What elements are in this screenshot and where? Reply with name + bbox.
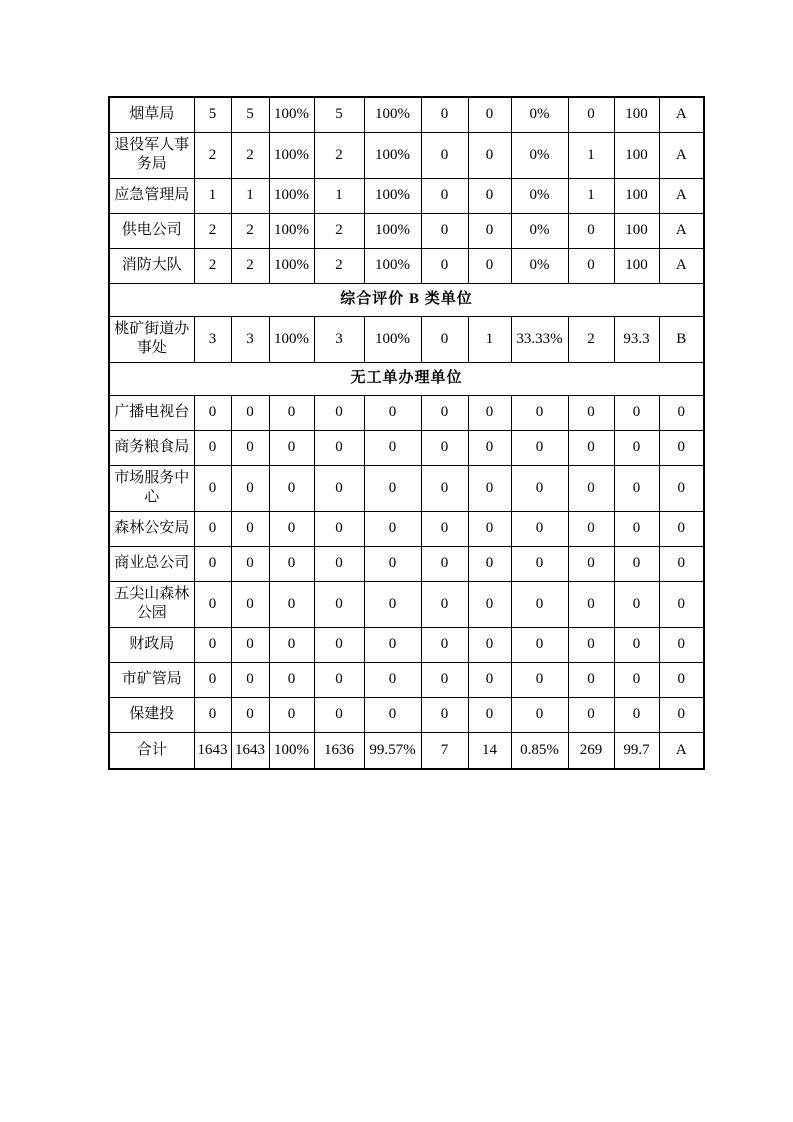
- section-header-row: [109, 362, 704, 395]
- value-cell: 2: [314, 248, 364, 283]
- value-cell: 0: [659, 511, 704, 546]
- value-cell: 100: [614, 132, 659, 178]
- value-cell: 0: [194, 511, 231, 546]
- value-cell: 0: [568, 511, 614, 546]
- value-cell: 14: [468, 732, 511, 769]
- value-cell: 0: [659, 581, 704, 627]
- value-cell: 0: [568, 97, 614, 132]
- value-cell: 3: [194, 316, 231, 362]
- value-cell: 99.7: [614, 732, 659, 769]
- section-title: 综合评价 B 类单位: [109, 283, 704, 316]
- value-cell: B: [659, 316, 704, 362]
- value-cell: A: [659, 732, 704, 769]
- value-cell: 0: [314, 546, 364, 581]
- value-cell: 5: [194, 97, 231, 132]
- value-cell: 0: [659, 546, 704, 581]
- value-cell: 0: [269, 465, 314, 511]
- value-cell: 0: [269, 546, 314, 581]
- value-cell: 0: [421, 511, 468, 546]
- value-cell: 0: [364, 430, 421, 465]
- value-cell: 7: [421, 732, 468, 769]
- value-cell: 100%: [269, 178, 314, 213]
- value-cell: 100%: [364, 132, 421, 178]
- value-cell: A: [659, 213, 704, 248]
- value-cell: 0: [614, 662, 659, 697]
- value-cell: 0: [511, 465, 568, 511]
- value-cell: 100: [614, 213, 659, 248]
- value-cell: 1: [568, 132, 614, 178]
- table-row: [109, 627, 704, 662]
- value-cell: 0: [194, 627, 231, 662]
- value-cell: 100%: [364, 316, 421, 362]
- value-cell: 0: [511, 430, 568, 465]
- value-cell: A: [659, 178, 704, 213]
- total-row: [109, 732, 704, 769]
- value-cell: 0: [468, 697, 511, 732]
- value-cell: 100%: [364, 178, 421, 213]
- value-cell: 0: [568, 395, 614, 430]
- value-cell: 100%: [269, 97, 314, 132]
- value-cell: 0: [231, 546, 269, 581]
- value-cell: 0: [468, 430, 511, 465]
- value-cell: 0: [421, 97, 468, 132]
- value-cell: 0%: [511, 178, 568, 213]
- value-cell: 2: [314, 213, 364, 248]
- value-cell: 0: [231, 627, 269, 662]
- value-cell: 0: [468, 662, 511, 697]
- value-cell: 0: [511, 395, 568, 430]
- value-cell: 0: [269, 662, 314, 697]
- value-cell: 1643: [231, 732, 269, 769]
- value-cell: 2: [568, 316, 614, 362]
- value-cell: 0: [421, 546, 468, 581]
- value-cell: 0: [231, 395, 269, 430]
- value-cell: 0: [269, 430, 314, 465]
- value-cell: 0: [468, 178, 511, 213]
- table-row: [109, 316, 704, 362]
- value-cell: 1: [194, 178, 231, 213]
- value-cell: 0: [421, 662, 468, 697]
- value-cell: 0: [468, 546, 511, 581]
- value-cell: 100%: [269, 248, 314, 283]
- unit-name-cell: 森林公安局: [109, 511, 194, 546]
- value-cell: 269: [568, 732, 614, 769]
- value-cell: 0: [231, 662, 269, 697]
- value-cell: 0: [421, 248, 468, 283]
- value-cell: 0: [421, 316, 468, 362]
- value-cell: 0: [364, 581, 421, 627]
- value-cell: A: [659, 97, 704, 132]
- value-cell: 1636: [314, 732, 364, 769]
- value-cell: 0: [568, 465, 614, 511]
- value-cell: 3: [231, 316, 269, 362]
- unit-name-cell: 供电公司: [109, 213, 194, 248]
- value-cell: 0: [364, 697, 421, 732]
- unit-name-cell: 桃矿街道办事处: [109, 316, 194, 362]
- value-cell: 0: [511, 697, 568, 732]
- table-row: [109, 511, 704, 546]
- value-cell: 0: [364, 465, 421, 511]
- value-cell: 0: [314, 511, 364, 546]
- section-title: 无工单办理单位: [109, 362, 704, 395]
- value-cell: 0: [568, 213, 614, 248]
- value-cell: 0: [231, 465, 269, 511]
- value-cell: 0: [364, 546, 421, 581]
- value-cell: 100: [614, 248, 659, 283]
- value-cell: 0: [659, 697, 704, 732]
- value-cell: 0: [421, 430, 468, 465]
- value-cell: 2: [194, 213, 231, 248]
- value-cell: 0: [364, 395, 421, 430]
- unit-name-cell: 五尖山森林公园: [109, 581, 194, 627]
- table-row: [109, 465, 704, 511]
- value-cell: 0: [421, 581, 468, 627]
- value-cell: 0: [364, 511, 421, 546]
- value-cell: 0: [421, 213, 468, 248]
- value-cell: 0: [269, 627, 314, 662]
- value-cell: 0: [364, 662, 421, 697]
- value-cell: 0.85%: [511, 732, 568, 769]
- value-cell: 0: [421, 697, 468, 732]
- value-cell: 2: [231, 248, 269, 283]
- value-cell: 0: [659, 465, 704, 511]
- value-cell: 100: [614, 97, 659, 132]
- value-cell: 1643: [194, 732, 231, 769]
- value-cell: 0: [421, 465, 468, 511]
- value-cell: 0: [568, 697, 614, 732]
- value-cell: 0: [194, 430, 231, 465]
- value-cell: 0: [468, 213, 511, 248]
- value-cell: 1: [468, 316, 511, 362]
- value-cell: 0: [421, 132, 468, 178]
- table-row: [109, 132, 704, 178]
- value-cell: 100%: [269, 732, 314, 769]
- value-cell: 0: [269, 395, 314, 430]
- value-cell: 0: [231, 581, 269, 627]
- value-cell: 99.57%: [364, 732, 421, 769]
- value-cell: 0: [314, 581, 364, 627]
- table-row: [109, 395, 704, 430]
- value-cell: 0: [314, 465, 364, 511]
- value-cell: 0: [468, 627, 511, 662]
- value-cell: 1: [231, 178, 269, 213]
- table-row: [109, 430, 704, 465]
- value-cell: 0: [511, 662, 568, 697]
- value-cell: A: [659, 248, 704, 283]
- value-cell: 0: [314, 627, 364, 662]
- value-cell: 0%: [511, 248, 568, 283]
- value-cell: 0: [568, 627, 614, 662]
- value-cell: 33.33%: [511, 316, 568, 362]
- value-cell: 0: [659, 627, 704, 662]
- value-cell: 0: [568, 546, 614, 581]
- unit-name-cell: 广播电视台: [109, 395, 194, 430]
- value-cell: A: [659, 132, 704, 178]
- value-cell: 0: [614, 546, 659, 581]
- value-cell: 0: [468, 581, 511, 627]
- value-cell: 0: [614, 627, 659, 662]
- value-cell: 0: [511, 627, 568, 662]
- value-cell: 0%: [511, 213, 568, 248]
- value-cell: 100%: [364, 213, 421, 248]
- value-cell: 0: [194, 662, 231, 697]
- value-cell: 100: [614, 178, 659, 213]
- value-cell: 0: [568, 662, 614, 697]
- unit-name-cell: 财政局: [109, 627, 194, 662]
- value-cell: 1: [314, 178, 364, 213]
- value-cell: 2: [194, 132, 231, 178]
- value-cell: 0: [468, 511, 511, 546]
- value-cell: 0: [659, 430, 704, 465]
- value-cell: 3: [314, 316, 364, 362]
- value-cell: 0: [421, 178, 468, 213]
- unit-name-cell: 退役军人事务局: [109, 132, 194, 178]
- value-cell: 0: [614, 511, 659, 546]
- value-cell: 0: [468, 97, 511, 132]
- value-cell: 0: [231, 511, 269, 546]
- unit-name-cell: 消防大队: [109, 248, 194, 283]
- value-cell: 0: [568, 581, 614, 627]
- value-cell: 0: [364, 627, 421, 662]
- value-cell: 0: [421, 395, 468, 430]
- unit-name-cell: 应急管理局: [109, 178, 194, 213]
- value-cell: 0: [614, 430, 659, 465]
- value-cell: 0: [269, 697, 314, 732]
- value-cell: 100%: [269, 316, 314, 362]
- unit-name-cell: 市矿管局: [109, 662, 194, 697]
- unit-name-cell: 保建投: [109, 697, 194, 732]
- table-row: [109, 697, 704, 732]
- value-cell: 0: [468, 132, 511, 178]
- value-cell: 2: [231, 132, 269, 178]
- table-row: [109, 581, 704, 627]
- value-cell: 0: [231, 430, 269, 465]
- value-cell: 0: [314, 662, 364, 697]
- value-cell: 0: [194, 395, 231, 430]
- value-cell: 0: [194, 546, 231, 581]
- value-cell: 0: [614, 395, 659, 430]
- value-cell: 0: [314, 430, 364, 465]
- unit-name-cell: 商业总公司: [109, 546, 194, 581]
- value-cell: 0: [659, 662, 704, 697]
- value-cell: 0: [194, 581, 231, 627]
- value-cell: 0: [511, 546, 568, 581]
- table-row: [109, 546, 704, 581]
- value-cell: 0: [269, 511, 314, 546]
- value-cell: 93.3: [614, 316, 659, 362]
- value-cell: 0: [314, 395, 364, 430]
- value-cell: 100%: [269, 132, 314, 178]
- value-cell: 0: [421, 627, 468, 662]
- unit-name-cell: 烟草局: [109, 97, 194, 132]
- table-row: [109, 248, 704, 283]
- value-cell: 100%: [269, 213, 314, 248]
- value-cell: 0: [614, 465, 659, 511]
- value-cell: 5: [231, 97, 269, 132]
- value-cell: 1: [568, 178, 614, 213]
- value-cell: 0: [468, 395, 511, 430]
- value-cell: 0%: [511, 132, 568, 178]
- value-cell: 0: [194, 697, 231, 732]
- section-header-row: [109, 283, 704, 316]
- value-cell: 0: [511, 581, 568, 627]
- value-cell: 2: [194, 248, 231, 283]
- value-cell: 0: [614, 581, 659, 627]
- value-cell: 0: [468, 248, 511, 283]
- value-cell: 0: [231, 697, 269, 732]
- unit-name-cell: 市场服务中心: [109, 465, 194, 511]
- value-cell: 5: [314, 97, 364, 132]
- table-row: [109, 178, 704, 213]
- value-cell: 0: [468, 465, 511, 511]
- value-cell: 0: [568, 248, 614, 283]
- value-cell: 0: [314, 697, 364, 732]
- value-cell: 0: [614, 697, 659, 732]
- unit-name-cell: 商务粮食局: [109, 430, 194, 465]
- unit-name-cell: 合计: [109, 732, 194, 769]
- value-cell: 2: [314, 132, 364, 178]
- table-row: [109, 97, 704, 132]
- value-cell: 0: [194, 465, 231, 511]
- value-cell: 100%: [364, 97, 421, 132]
- evaluation-table: [108, 96, 705, 770]
- value-cell: 0: [659, 395, 704, 430]
- value-cell: 2: [231, 213, 269, 248]
- value-cell: 0: [269, 581, 314, 627]
- value-cell: 0%: [511, 97, 568, 132]
- value-cell: 0: [511, 511, 568, 546]
- value-cell: 100%: [364, 248, 421, 283]
- table-row: [109, 213, 704, 248]
- value-cell: 0: [568, 430, 614, 465]
- table-row: [109, 662, 704, 697]
